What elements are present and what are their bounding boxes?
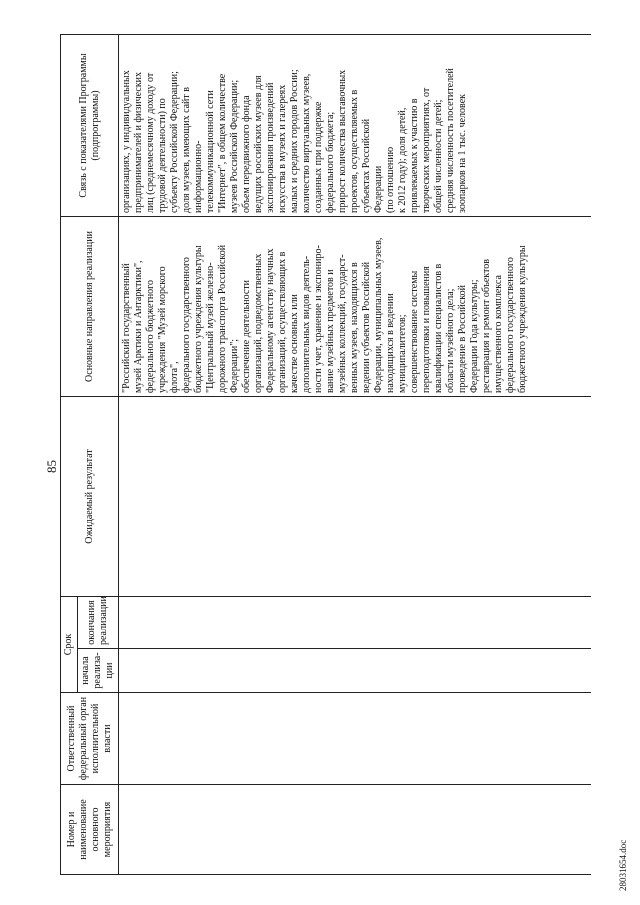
cell-term-end bbox=[119, 597, 592, 649]
table-row bbox=[119, 35, 592, 875]
page-number: 85 bbox=[44, 460, 59, 473]
cell-responsible bbox=[119, 693, 592, 785]
header-row-1 bbox=[61, 35, 78, 875]
header-indicators: Связь с показателями Программы (подпрограммы) bbox=[61, 35, 119, 217]
header-expected-result: Ожидаемый результат bbox=[61, 397, 119, 597]
header-directions: Основные направления реализации bbox=[61, 217, 119, 397]
cell-term-start bbox=[119, 649, 592, 693]
header-responsible: Ответственный федеральный орган исполнительной власти bbox=[61, 693, 119, 785]
header-term: Срок bbox=[61, 597, 78, 693]
cell-number-name bbox=[119, 785, 592, 875]
document-filename: 28031654.doc bbox=[618, 839, 628, 891]
cell-directions: "Российский государственный музей Арктики и Антарктики", федерального бюджетного учреждения "Музей морского флота", федерального государственного бюджетного учреждения культуры "Центральный музей железно- дорожного транспорта Российской Федерации"; обеспечение деятельности организаций, подведомственных Федеральному агентству научных организаций, осуществляющих в качестве основных или дополнительных видов деятель- ности учет, хранение и экспониро- вание музейных предметов и музейных коллекций, государст- венных музеев, находящихся в ведении субъектов Российской Федерации, муниципальных музеев, находящихся в ведении муниципалитетов; совершенствование системы переподготовки и повышения квалификации специалистов в области музейного дела; проведение в Российской Федерации Года культуры; реставрация и ремонт объектов имущественного комплекса федерального государственного бюджетного учреждения культуры bbox=[119, 217, 592, 397]
program-table bbox=[60, 34, 591, 875]
header-term-start: начала реализа-ции bbox=[78, 649, 119, 693]
header-number-name: Номер и наименование основного мероприятия bbox=[61, 785, 119, 875]
cell-indicators: организациях, у индивидуальных предпринимателей и физических лиц (среднемесячному доходу от трудовой деятельности) по субъекту Российской Федерации; доля музеев, имеющих сайт в информационно- телекоммуникационной сети "Интернет", в общем количестве музеев Российской Федерации; объем передвижного фонда ведущих российских музеев для экспонирования произведений искусства в музеях и галереях малых и средних городов России; количество виртуальных музеев, созданных при поддержке федерального бюджета; прирост количества выставочных проектов, осуществляемых в субъектах Российской Федерации (по отношению к 2012 году); доля детей, привлекаемых к участию в творческих мероприятиях, от общей численности детей; средняя численность посетителей зоопарков на 1 тыс. человек bbox=[119, 35, 592, 217]
header-term-end: окончания реализации bbox=[78, 597, 119, 649]
cell-expected-result bbox=[119, 397, 592, 597]
